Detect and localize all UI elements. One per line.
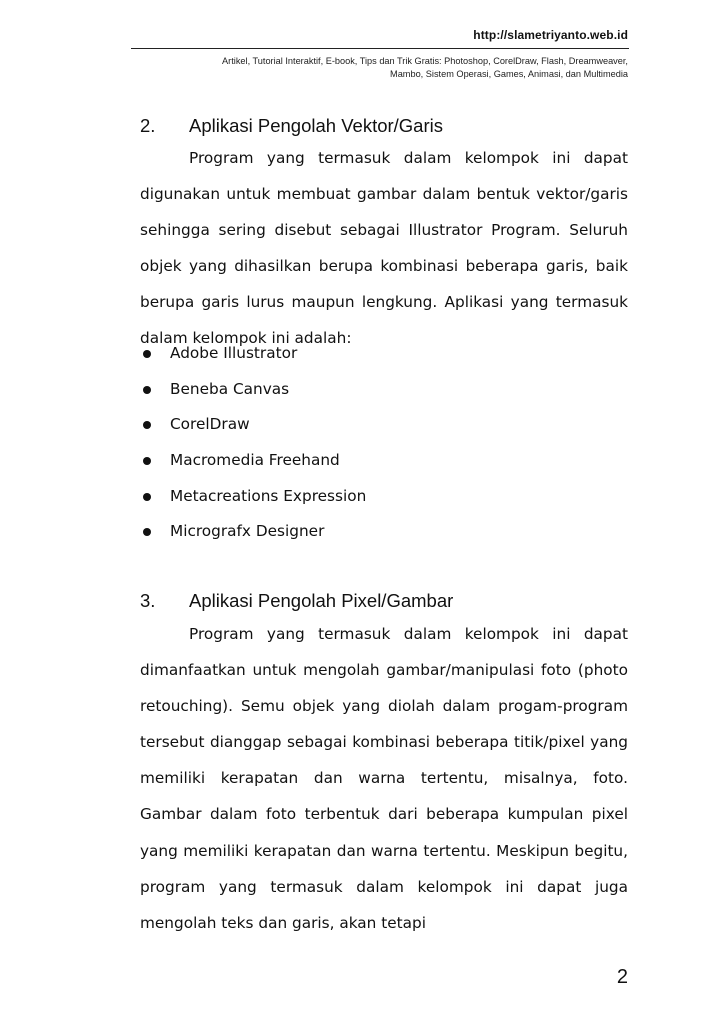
bullet-icon [143, 528, 151, 536]
vector-app-list [140, 336, 628, 550]
header-url: http://slametriyanto.web.id [473, 28, 628, 42]
bullet-icon [143, 350, 151, 358]
section-2-number: 2. [140, 115, 156, 136]
header-divider [131, 48, 629, 49]
list-item: Macromedia Freehand [140, 443, 628, 479]
bullet-icon [143, 386, 151, 394]
list-item: Beneba Canvas [140, 372, 628, 408]
bullet-icon [143, 493, 151, 501]
section-3-paragraph-text: Program yang termasuk dalam kelompok ini dapat dimanfaatkan untuk mengolah gambar/manipulasi foto (photo retouching). Semu objek yang diolah dalam progam-program tersebut dianggap sebagai kombinasi beberapa titik/pixel yang memiliki kerapatan dan warna tertentu, misalnya, foto. Gambar dalam foto terbentuk dari beberapa kumpulan pixel yang memiliki kerapatan dan warna tertentu. Meskipun begitu, program yang termasuk dalam kelompok ini dapat juga mengolah teks dan garis, akan tetapi [140, 625, 628, 932]
section-3-title: Aplikasi Pengolah Pixel/Gambar [189, 590, 454, 611]
page-number: 2 [616, 966, 628, 988]
bullet-icon [143, 421, 151, 429]
list-item: Adobe Illustrator [140, 336, 628, 372]
bullet-icon [143, 457, 151, 465]
section-2-paragraph [140, 140, 628, 357]
header-subtitle: Artikel, Tutorial Interaktif, E-book, Tips dan Trik Gratis: Photoshop, CorelDraw, Flash, Dreamweaver, Mambo, Sistem Operasi, Games, Animasi, dan Multimedia [222, 56, 628, 79]
list-item: CorelDraw [140, 407, 628, 443]
section-3-paragraph [140, 616, 628, 941]
section-2-paragraph-text: Program yang termasuk dalam kelompok ini dapat digunakan untuk membuat gambar dalam bentuk vektor/garis sehingga sering disebut sebagai Illustrator Program. Seluruh objek yang dihasilkan berupa kombinasi beberapa garis, baik berupa garis lurus maupun lengkung. Aplikasi yang termasuk dalam kelompok ini adalah: [140, 149, 628, 348]
list-item: Metacreations Expression [140, 479, 628, 515]
section-3-number: 3. [140, 590, 156, 611]
section-2-title: Aplikasi Pengolah Vektor/Garis [189, 115, 443, 136]
list-item: Micrografx Designer [140, 514, 628, 550]
